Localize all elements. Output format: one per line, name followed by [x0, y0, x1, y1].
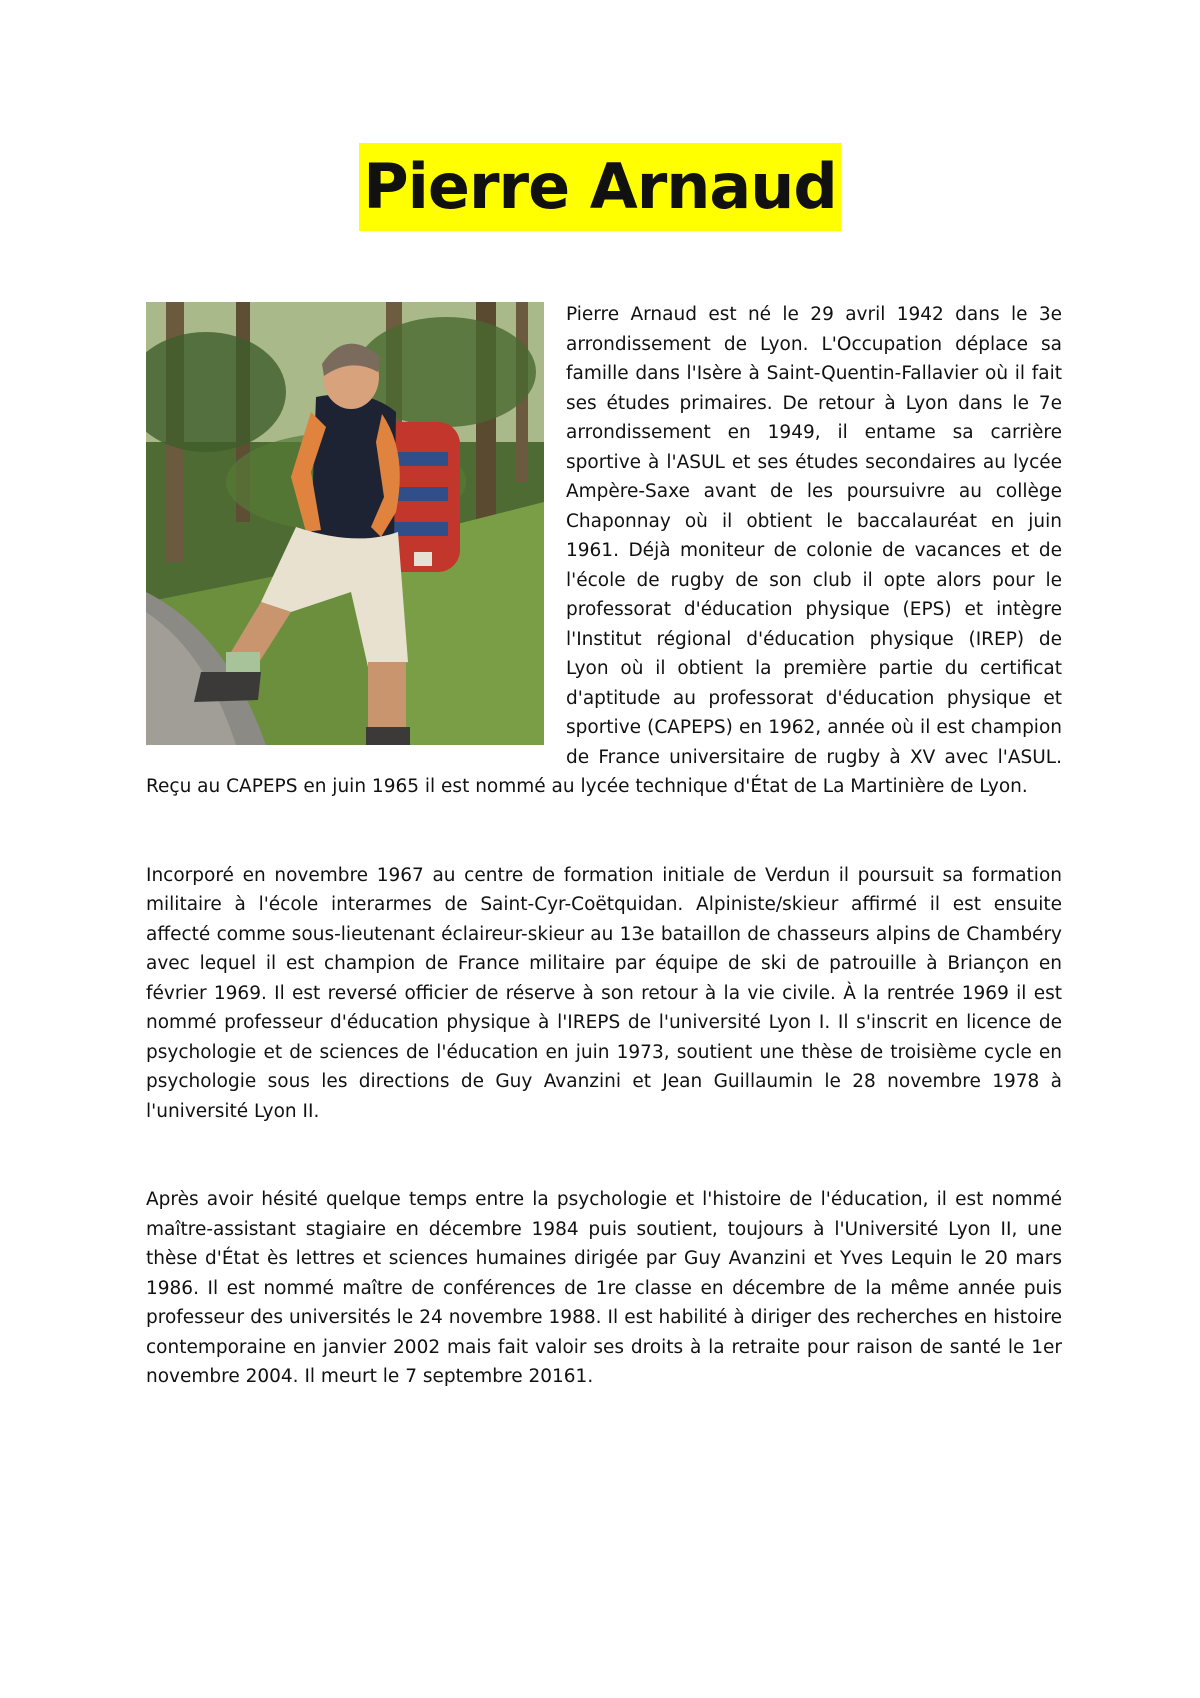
paragraph-3: Après avoir hésité quelque temps entre la psychologie et l'histoire de l'éducation, il est nommé maître-assistant stagiaire en décembre 1984 puis soutient, toujours à l'Université Lyon II, une thèse d'État ès lettres et sciences humaines dirigée par Guy Avanzini et Yves Lequin le 20 mars 1986. Il est nommé maître de conférences de 1re classe en décembre de la même année puis professeur des universités le 24 novembre 1988. Il est habilité à diriger des recherches en histoire contemporaine en janvier 2002 mais fait valoir ses droits à la retraite pour raison de santé le 1er novembre 2004. Il meurt le 7 septembre 20161. — [146, 1189, 1062, 1387]
paragraph-spacer — [146, 802, 1062, 861]
paragraph-spacer — [146, 1126, 1062, 1185]
document-body — [146, 300, 1062, 1392]
hiker-illustration — [146, 302, 544, 745]
portrait-photo — [146, 302, 544, 745]
paragraph-1: Pierre Arnaud est né le 29 avril 1942 dans le 3e arrondissement de Lyon. L'Occupation déplace sa famille dans l'Isère à Saint-Quentin-Fallavier où il fait ses études primaires. De retour à Lyon dans le 7e arrondissement en 1949, il entame sa carrière sportive à l'ASUL et ses études secondaires au lycée Ampère-Saxe avant de les poursuivre au collège Chaponnay où il obtient le baccalauréat en juin 1961. Déjà moniteur de colonie de vacances et de l'école de rugby de son club il opte alors pour le professorat d'éducation physique (EPS) et intègre l'Institut régional d'éducation physique (IREP) de Lyon où il obtient la première partie du certificat d'aptitude au professorat d'éducation physique et sportive (CAPEPS) en 1962, année où il est champion de France universitaire de rugby à XV avec l'ASUL. Reçu au CAPEPS en juin 1965 il est nommé au lycée technique d'État de La Martinière de Lyon. — [146, 304, 1062, 797]
title-container — [0, 143, 1200, 231]
paragraph-2: Incorporé en novembre 1967 au centre de formation initiale de Verdun il poursuit sa formation militaire à l'école interarmes de Saint-Cyr-Coëtquidan. Alpiniste/skieur affirmé il est ensuite affecté comme sous-lieutenant éclaireur-skieur au 13e bataillon de chasseurs alpins de Chambéry avec lequel il est champion de France militaire par équipe de ski de patrouille à Briançon en février 1969. Il est reversé officier de réserve à son retour à la vie civile. À la rentrée 1969 il est nommé professeur d'éducation physique à l'IREPS de l'université Lyon I. Il s'inscrit en licence de psychologie et de sciences de l'éducation en juin 1973, soutient une thèse de troisième cycle en psychologie sous les directions de Guy Avanzini et Jean Guillaumin le 28 novembre 1978 à l'université Lyon II. — [146, 864, 1062, 1122]
page-title: Pierre Arnaud — [359, 143, 841, 231]
